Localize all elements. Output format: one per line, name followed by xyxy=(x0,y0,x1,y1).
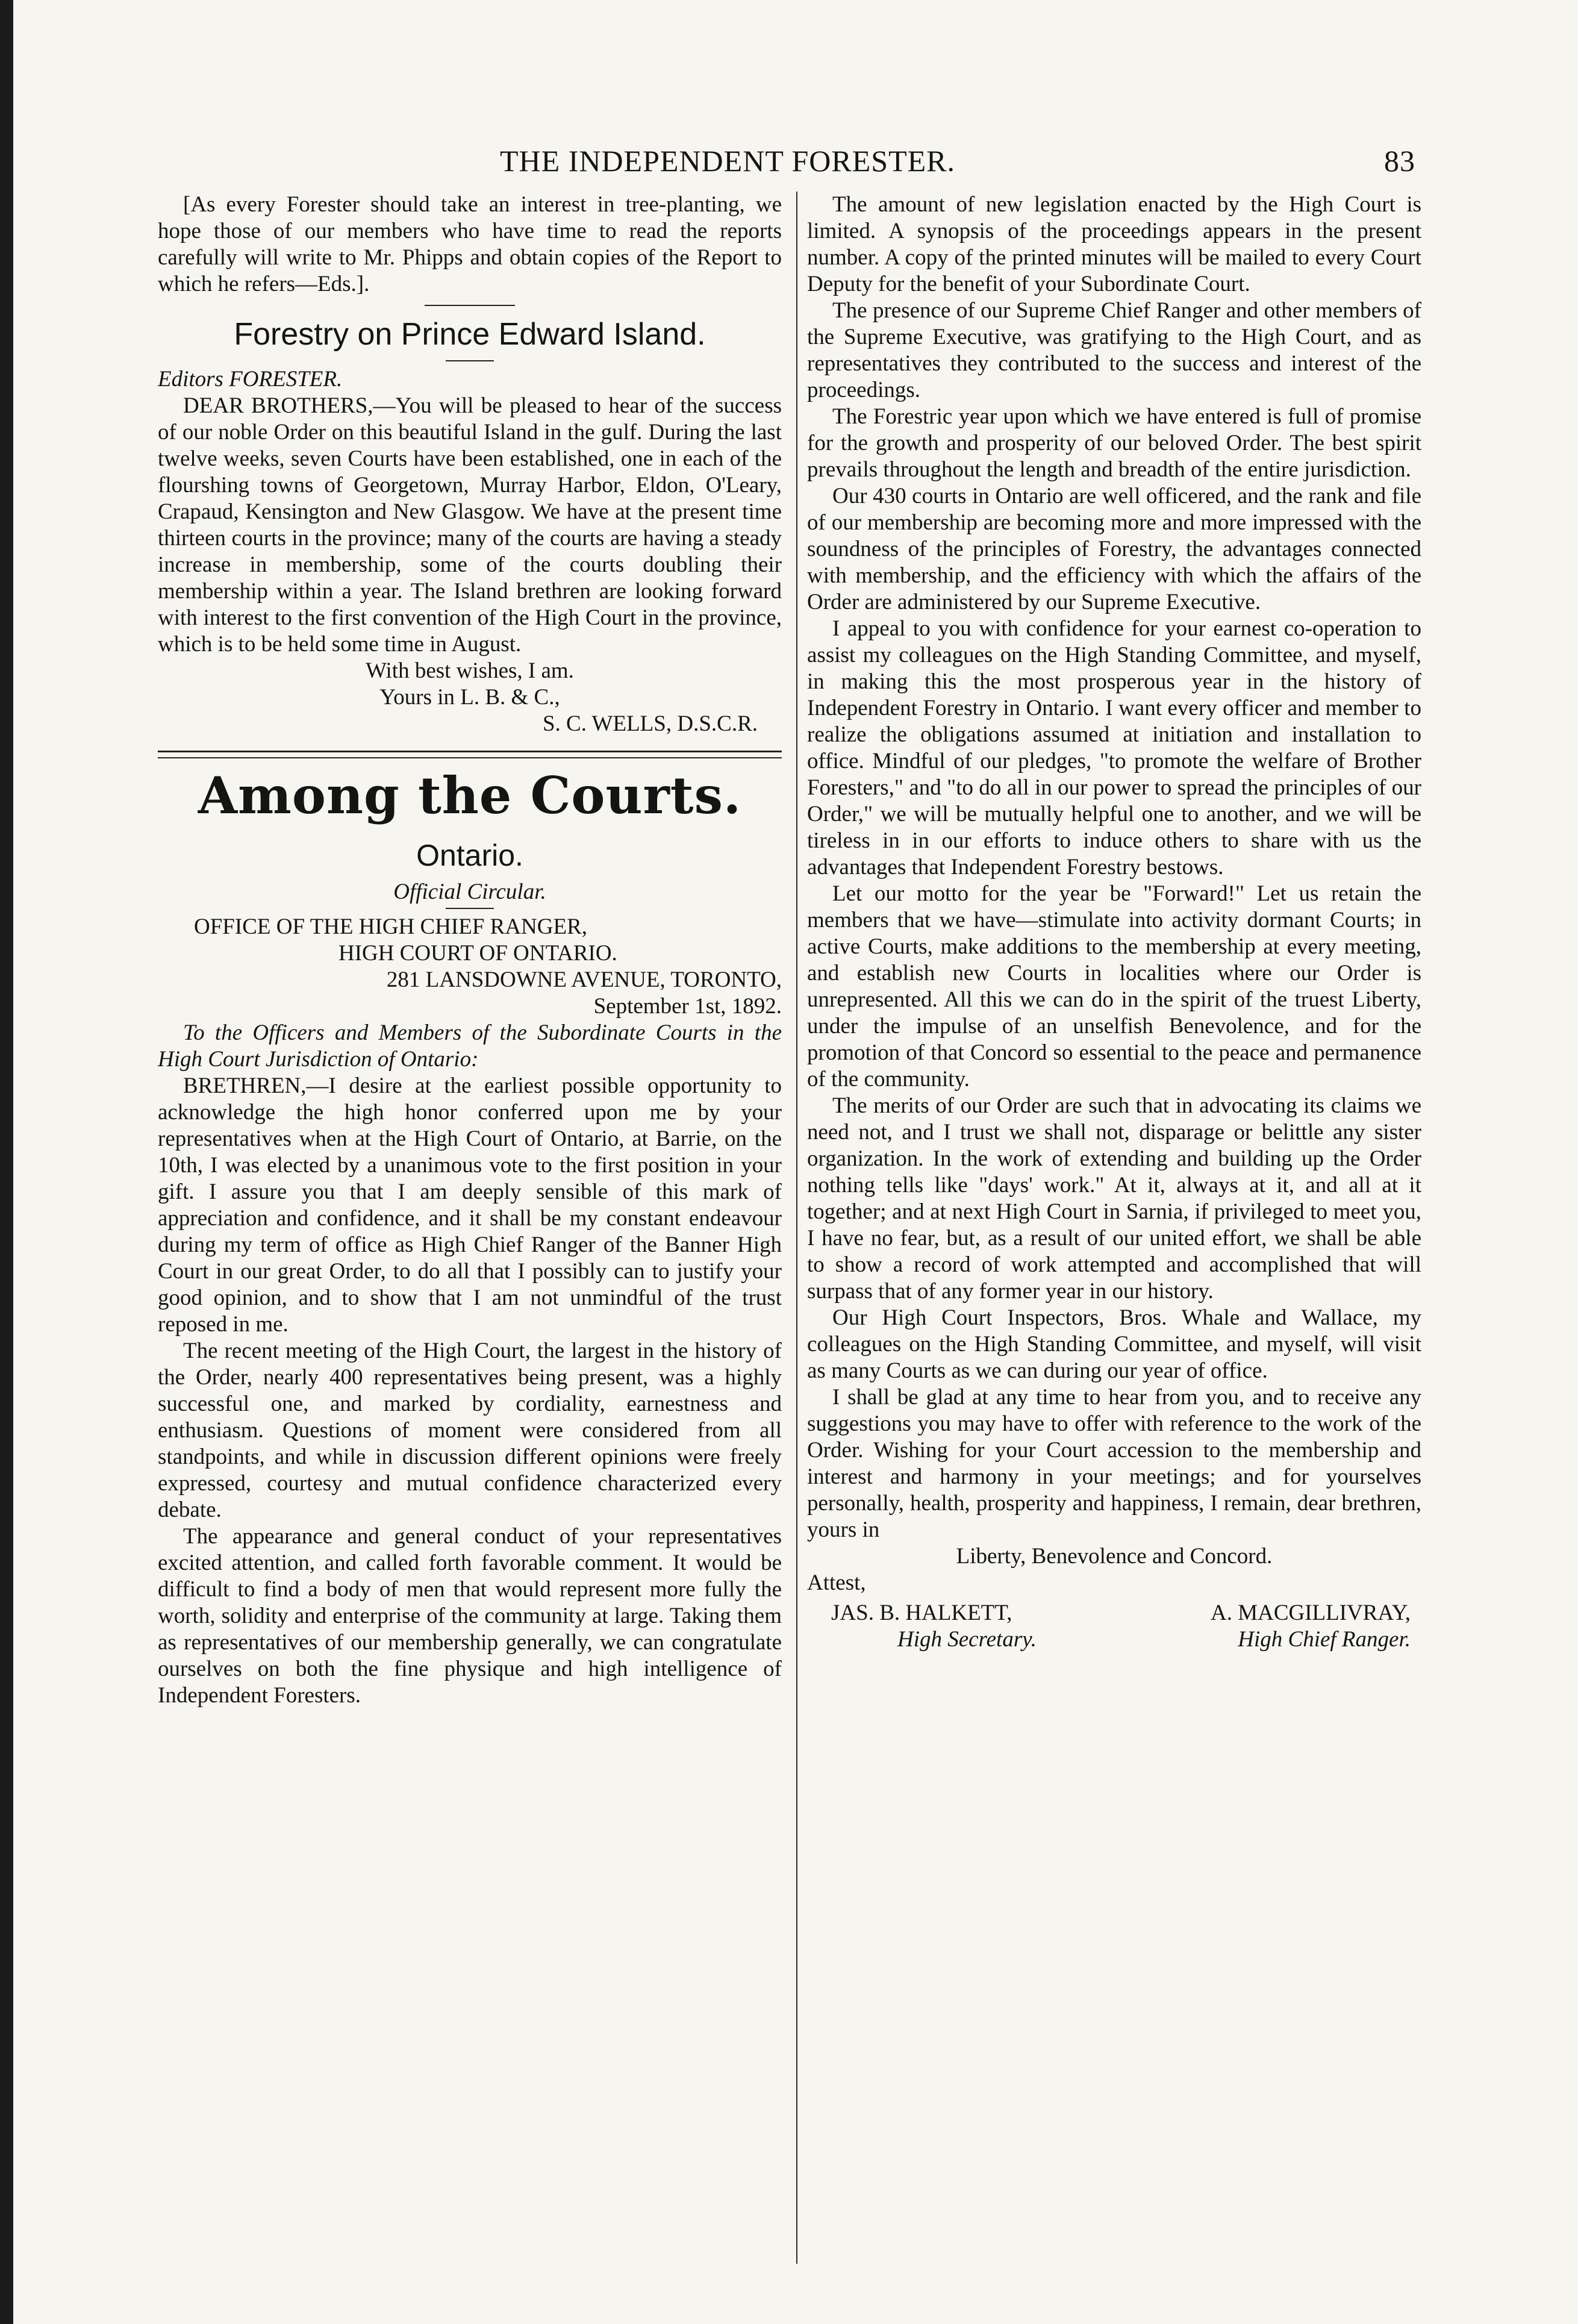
ontario-heading: Ontario. xyxy=(416,839,523,872)
circular-rule xyxy=(446,908,494,909)
running-header xyxy=(157,140,1415,183)
right-column xyxy=(807,192,1421,1653)
circular-paragraph-10: The merits of our Order are such that in advocating its claims we need not, and I trust we shall not, disparage or belittle any sister organization. In the work of extending and building up the Order nothing tells like "days' work." At it, always at it, and all at it together; and at next High Court in Sarnia, if privileged to meet you, I have no fear, but, as a result of our united effort, we shall be able to show a record of work attempted and accomplished that will surpass that of any former year in our history. xyxy=(807,1093,1421,1304)
attest-label: Attest, xyxy=(807,1570,866,1595)
ranger-name: A. MACGILLIVRAY, xyxy=(1210,1601,1411,1625)
pei-heading: Forestry on Prince Edward Island. xyxy=(234,317,706,352)
circular-address: To the Officers and Members of the Subordinate Courts in the High Court Jurisdiction of Ontario: xyxy=(158,1020,782,1072)
double-rule xyxy=(158,751,782,758)
ranger-title: High Chief Ranger. xyxy=(1238,1627,1411,1652)
circular-paragraph-4: The amount of new legislation enacted by the High Court is limited. A synopsis of the proceedings appears in the present number. A copy of the printed minutes will be mailed to every Court Deputy for the benefit of your Subordinate Court. xyxy=(807,192,1421,296)
circular-paragraph-8: I appeal to you with confidence for your earnest co-operation to assist my colleagues on the High Standing Committee, and myself, in making this the most prosperous year in the history of Independent Forestry in Ontario. I want every officer and member to realize the obligations assumed at initiation and installation to office. Mindful of our pledges, "to promote the welfare of Brother Foresters," and "to do all in our power to spread the principles of our Order," we will be mutually helpful one to another, and we will be tireless in in our efforts to induce others to share with us the advantages that Independent Forestry bestows. xyxy=(807,616,1421,879)
pei-closing: With best wishes, I am. xyxy=(366,658,574,683)
circular-paragraph-5: The presence of our Supreme Chief Ranger and other members of the Supreme Executive, was gratifying to the High Court, and as representatives they contributed to the success and interest of the proceedings. xyxy=(807,298,1421,402)
column-divider xyxy=(796,192,797,2264)
signature-block xyxy=(807,1600,1421,1653)
left-column xyxy=(158,192,782,1709)
circular-paragraph-6: The Forestric year upon which we have entered is full of promise for the growth and prosperity of our beloved Order. The best spirit prevails throughout the length and breadth of the entire jurisdiction. xyxy=(807,404,1421,482)
closing-motto: Liberty, Benevolence and Concord. xyxy=(956,1544,1273,1569)
office-line-2: HIGH COURT OF ONTARIO. xyxy=(338,941,617,966)
secretary-name: JAS. B. HALKETT, xyxy=(831,1601,1012,1625)
heading-rule xyxy=(446,360,494,361)
circular-paragraph-2: The recent meeting of the High Court, the largest in the history of the Order, nearly 400 representatives being present, was a highly successful one, and marked by cordiality, earnestness and enthusiasm. Questions of moment were considered from all standpoints, and while in discussion different opinions were freely expressed, courtesy and mutual confidence characterized every debate. xyxy=(158,1338,782,1522)
circular-paragraph-9: Let our motto for the year be "Forward!" Let us retain the members that we have—stimulate into activity dormant Courts; in active Courts, make additions to the membership at every meeting, and establish new Courts in localities where our Order is unrepresented. All this we can do in the spirit of the truest Liberty, under the impulse of an unselfish Benevolence, and for the promotion of that Concord so essential to the peace and permanence of the community. xyxy=(807,881,1421,1092)
office-line-3: 281 LANSDOWNE AVENUE, TORONTO, xyxy=(386,967,782,992)
circular-date: September 1st, 1892. xyxy=(593,994,782,1019)
circular-paragraph-1: BRETHREN,—I desire at the earliest possible opportunity to acknowledge the high honor conferred upon me by your representatives when at the High Court of Ontario, at Barrie, on the 10th, I was elected by a unanimous vote to the first position in your gift. I assure you that I am deeply sensible of this mark of appreciation and confidence, and it shall be my constant endeavour during my term of office as High Chief Ranger of the Banner High Court in our great Order, to do all that I possibly can to justify your good opinion, and to show that I am not unmindful of the trust reposed in me. xyxy=(158,1073,782,1337)
pei-salutation: Editors FORESTER. xyxy=(158,367,343,392)
secretary-title: High Secretary. xyxy=(897,1627,1037,1652)
circular-label: Official Circular. xyxy=(393,879,546,904)
courts-heading: Among the Courts. xyxy=(198,766,742,825)
page-number: 83 xyxy=(1384,144,1415,178)
circular-paragraph-11: Our High Court Inspectors, Bros. Whale and Wallace, my colleagues on the High Standing Committee, and myself, will visit as many Courts as we can during our year of office. xyxy=(807,1305,1421,1383)
editorial-note: [As every Forester should take an interest in tree-planting, we hope those of our members who have time to read the reports carefully will write to Mr. Phipps and obtain copies of the Report to which he refers—Eds.]. xyxy=(158,192,782,296)
pei-closing-2: Yours in L. B. & C., xyxy=(379,685,560,710)
office-line-1: OFFICE OF THE HIGH CHIEF RANGER, xyxy=(194,914,588,939)
journal-title: THE INDEPENDENT FORESTER. xyxy=(500,144,956,178)
page-edge-shadow xyxy=(0,0,13,2324)
circular-paragraph-12: I shall be glad at any time to hear from you, and to receive any suggestions you may have to offer with reference to the work of the Order. Wishing for your Court accession to the membership and interest and harmony in your meetings; and for yourselves personally, health, prosperity and happiness, I remain, dear brethren, yours in xyxy=(807,1385,1421,1542)
circular-paragraph-7: Our 430 courts in Ontario are well officered, and the rank and file of our membership are becoming more and more impressed with the soundness of the principles of Forestry, the advantages connected with membership, and the efficiency with which the affairs of the Order are administered by our Supreme Executive. xyxy=(807,484,1421,614)
section-rule xyxy=(425,305,515,306)
pei-signature: S. C. WELLS, D.S.C.R. xyxy=(542,711,758,736)
pei-letter-body: DEAR BROTHERS,—You will be pleased to hear of the success of our noble Order on this beautiful Island in the gulf. During the last twelve weeks, seven Courts have been established, one in each of the flourshing towns of Georgetown, Murray Harbor, Eldon, O'Leary, Crapaud, Kensington and New Glasgow. We have at the present time thirteen courts in the province; many of the courts are having a steady increase in membership, some of the courts doubling their membership within a year. The Island brethren are looking forward with interest to the first convention of the High Court in the province, which is to be held some time in August. xyxy=(158,393,782,657)
circular-paragraph-3: The appearance and general conduct of your representatives excited attention, and called forth favorable comment. It would be difficult to find a body of men that would represent more fully the worth, solidity and enterprise of the community at large. Taking them as representatives of our membership generally, we can congratulate ourselves on both the fine physique and high intelligence of Independent Foresters. xyxy=(158,1524,782,1708)
